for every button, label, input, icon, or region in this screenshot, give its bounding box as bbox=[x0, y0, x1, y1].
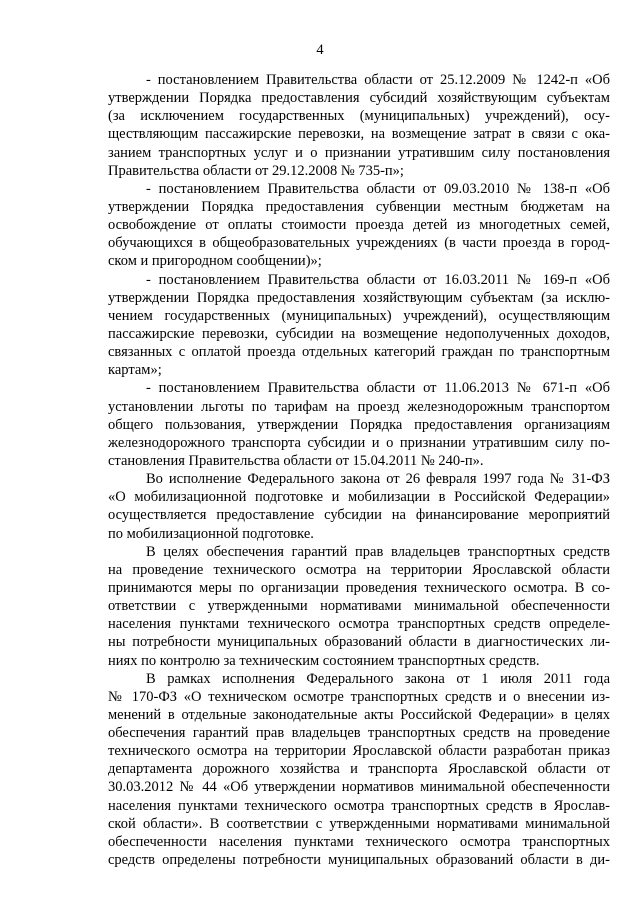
text-line: утверждении Порядка предоставления субвенции местным бюджетам на bbox=[108, 198, 610, 215]
text-line: средств определены потребности муниципальных образований области в ди- bbox=[108, 852, 610, 869]
text-line: населения пунктами технического осмотра транспортных средств определе- bbox=[108, 616, 610, 633]
page-number: 4 bbox=[316, 42, 324, 58]
text-line: В целях обеспечения гарантий прав владельцев транспортных средств bbox=[146, 543, 610, 560]
text-line: утверждении Порядка предоставления хозяйствующим субъектам (за исклю- bbox=[108, 289, 610, 306]
text-line: на проведение технического осмотра на территории Ярославской области bbox=[108, 561, 610, 578]
text-line: 30.03.2012 № 44 «Об утверждении нормативов минимальной обеспеченности bbox=[108, 779, 610, 796]
text-line: связанных с оплатой проезда отдельных категорий граждан по транспортным bbox=[108, 344, 610, 361]
text-line: «О мобилизационной подготовке и мобилизации в Российской Федерации» bbox=[108, 489, 610, 506]
text-line: Правительства области от 29.12.2008 № 735-п»; bbox=[108, 162, 404, 179]
document-body bbox=[108, 71, 610, 869]
text-line: - постановлением Правительства области от 25.12.2009 № 1242-п «Об bbox=[146, 72, 610, 88]
text-line: ской области». В соответствии с утвержденными нормативами минимальной bbox=[108, 815, 610, 832]
text-line: установлении льготы по тарифам на проезд железнодорожным транспортом bbox=[108, 398, 610, 415]
text-line: ны потребности муниципальных образований области в диагностических ли- bbox=[108, 634, 610, 651]
text-line: по мобилизационной подготовке. bbox=[108, 525, 314, 542]
text-line: - постановлением Правительства области от 11.06.2013 № 671-п «Об bbox=[146, 380, 610, 397]
text-line: ском и пригородном сообщении)»; bbox=[108, 253, 322, 270]
text-line: обучающихся в общеобразовательных учреждениях (в части проезда в город- bbox=[108, 235, 610, 252]
text-line: картам»; bbox=[108, 362, 162, 379]
text-line: осуществляется предоставление субсидии на финансирование мероприятий bbox=[108, 507, 610, 524]
text-line: принимаются меры по организации проведения технического осмотра. В со- bbox=[108, 579, 610, 596]
text-line: менений в отдельные законодательные акты Российской Федерации» в целях bbox=[108, 706, 610, 723]
text-line: железнодорожного транспорта субсидии и о признании утратившим силу по- bbox=[108, 434, 610, 451]
text-line: - постановлением Правительства области от 16.03.2011 № 169-п «Об bbox=[146, 271, 610, 288]
text-line: чением государственных (муниципальных) учреждений), осуществляющим bbox=[108, 307, 610, 324]
text-line: № 170-ФЗ «О техническом осмотре транспортных средств и о внесении из- bbox=[108, 688, 610, 705]
text-line: утверждении Порядка предоставления субсидий хозяйствующим субъектам bbox=[108, 90, 610, 107]
text-line: становления Правительства области от 15.04.2011 № 240-п». bbox=[108, 452, 484, 469]
text-line: ществляющим пассажирские перевозки, на возмещение затрат в связи с ока- bbox=[108, 126, 610, 143]
text-line: Во исполнение Федерального закона от 26 февраля 1997 года № 31-ФЗ bbox=[146, 471, 610, 488]
text-line: обеспечения гарантий прав владельцев транспортных средств на проведение bbox=[108, 725, 610, 742]
text-line: ответствии с утвержденными нормативами минимальной обеспеченности bbox=[108, 598, 610, 615]
text-line: пассажирские перевозки, субсидии на возмещение недополученных доходов, bbox=[108, 325, 610, 342]
text-line: населения пунктами технического осмотра транспортных средств в Ярослав- bbox=[108, 797, 610, 814]
text-line: (за исключением государственных (муниципальных) учреждений), осу- bbox=[108, 108, 610, 125]
text-line: департамента дорожного хозяйства и транспорта Ярославской области от bbox=[108, 761, 610, 778]
text-line: В рамках исполнения Федерального закона от 1 июля 2011 года bbox=[146, 670, 610, 687]
text-line: технического осмотра на территории Ярославской области разработан приказ bbox=[108, 743, 610, 760]
text-line: общего пользования, утверждении Порядка предоставления организациям bbox=[108, 416, 610, 433]
text-line: обеспеченности населения пунктами технического осмотра транспортных bbox=[108, 833, 610, 850]
text-line: освобождение от оплаты стоимости проезда детей из многодетных семей, bbox=[108, 217, 610, 234]
text-line: - постановлением Правительства области от 09.03.2010 № 138-п «Об bbox=[146, 180, 610, 197]
text-line: ниях по контролю за техническим состоянием транспортных средств. bbox=[108, 652, 540, 669]
text-line: занием транспортных услуг и о признании утратившим силу постановления bbox=[108, 144, 610, 161]
